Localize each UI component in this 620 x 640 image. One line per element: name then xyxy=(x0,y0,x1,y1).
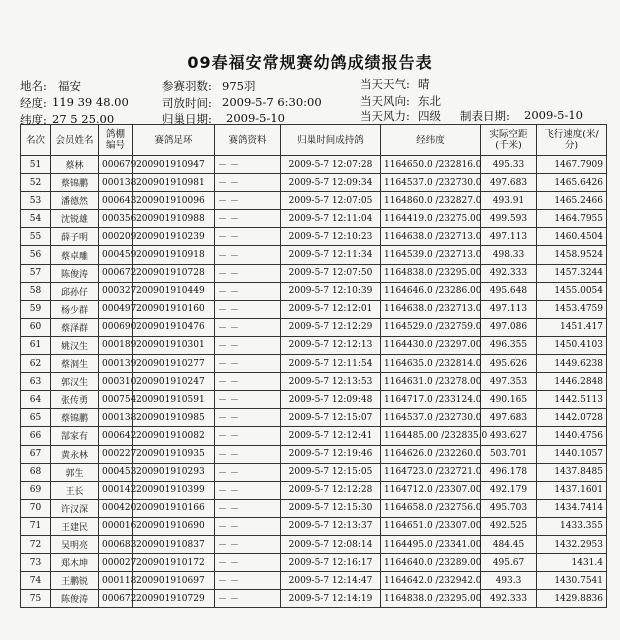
return-time-cell: 2009-5-7 12:12:01 xyxy=(281,300,381,318)
rank-cell: 60 xyxy=(21,318,51,336)
member-cell: 郜家有 xyxy=(51,427,99,445)
birds-label: 参赛羽数: xyxy=(162,79,212,93)
speed-cell: 1464.7955 xyxy=(537,210,607,228)
coords-cell: 1164485.00 /232835.0 xyxy=(381,427,481,445)
speed-cell: 1429.8836 xyxy=(537,590,607,608)
speed-cell: 1465.6426 xyxy=(537,174,607,192)
info-cell: － － xyxy=(215,264,281,282)
distance-cell: 484.45 xyxy=(481,535,537,553)
distance-cell: 495.648 xyxy=(481,282,537,300)
coords-cell: 1164838.0 /23295.00 xyxy=(381,590,481,608)
speed-cell: 1467.7909 xyxy=(537,156,607,174)
ring-id-cell: 000016 xyxy=(99,517,133,535)
table-row xyxy=(21,572,607,590)
ring-cell: 200901910449 xyxy=(133,282,215,300)
distance-cell: 495.33 xyxy=(481,156,537,174)
wind-dir-label: 当天风向: xyxy=(360,94,410,108)
rank-cell: 71 xyxy=(21,517,51,535)
table-row xyxy=(21,535,607,553)
info-cell: － － xyxy=(215,517,281,535)
table-row xyxy=(21,336,607,354)
ring-id-cell: 000497 xyxy=(99,300,133,318)
return-time-cell: 2009-5-7 12:09:34 xyxy=(281,174,381,192)
ring-cell: 200901910082 xyxy=(133,427,215,445)
col-return-time: 归巢时间成持鸽 xyxy=(281,125,381,156)
table-row xyxy=(21,499,607,517)
rank-cell: 52 xyxy=(21,174,51,192)
rank-cell: 59 xyxy=(21,300,51,318)
coords-cell: 1164838.0 /23295.00 xyxy=(381,264,481,282)
ring-id-cell: 000754 xyxy=(99,391,133,409)
member-cell: 许汉深 xyxy=(51,499,99,517)
member-cell: 薛子明 xyxy=(51,228,99,246)
col-coords: 经纬度 xyxy=(381,125,481,156)
speed-cell: 1446.2848 xyxy=(537,373,607,391)
info-cell: － － xyxy=(215,282,281,300)
distance-cell: 492.333 xyxy=(481,590,537,608)
coords-cell: 1164717.0 /233124.0 xyxy=(381,391,481,409)
table-row xyxy=(21,192,607,210)
member-cell: 张传勇 xyxy=(51,391,99,409)
ring-id-cell: 000138 xyxy=(99,409,133,427)
wind-force-label: 当天风力: xyxy=(360,109,410,123)
distance-cell: 503.701 xyxy=(481,445,537,463)
rank-cell: 75 xyxy=(21,590,51,608)
ring-cell: 200901910981 xyxy=(133,174,215,192)
coords-cell: 1164430.0 /23297.00 xyxy=(381,336,481,354)
member-cell: 陈俊涛 xyxy=(51,264,99,282)
table-row xyxy=(21,355,607,373)
return-time-cell: 2009-5-7 12:11:04 xyxy=(281,210,381,228)
ring-id-cell: 000142 xyxy=(99,481,133,499)
info-cell: － － xyxy=(215,174,281,192)
ring-id-cell: 000672 xyxy=(99,590,133,608)
col-member: 会员姓名 xyxy=(51,125,99,156)
coords-cell: 1164640.0 /23289.00 xyxy=(381,554,481,572)
distance-cell: 497.113 xyxy=(481,228,537,246)
rank-cell: 72 xyxy=(21,535,51,553)
distance-cell: 497.353 xyxy=(481,373,537,391)
ring-cell: 200901910166 xyxy=(133,499,215,517)
return-time-cell: 2009-5-7 12:11:34 xyxy=(281,246,381,264)
ring-id-cell: 000453 xyxy=(99,463,133,481)
ring-id-cell: 000690 xyxy=(99,318,133,336)
ring-id-cell: 000209 xyxy=(99,228,133,246)
distance-cell: 493.91 xyxy=(481,192,537,210)
return-time-cell: 2009-5-7 12:19:46 xyxy=(281,445,381,463)
speed-cell: 1440.1057 xyxy=(537,445,607,463)
return-time-cell: 2009-5-7 12:12:28 xyxy=(281,481,381,499)
release-label: 司放时间: xyxy=(162,96,212,110)
return-time-cell: 2009-5-7 12:07:28 xyxy=(281,156,381,174)
ring-cell: 200901910690 xyxy=(133,517,215,535)
ring-cell: 200901910247 xyxy=(133,373,215,391)
ring-id-cell: 000139 xyxy=(99,355,133,373)
speed-cell: 1430.7541 xyxy=(537,572,607,590)
return-time-cell: 2009-5-7 12:14:19 xyxy=(281,590,381,608)
info-cell: － － xyxy=(215,228,281,246)
ring-cell: 200901910935 xyxy=(133,445,215,463)
col-ring: 赛鸽足环 xyxy=(133,125,215,156)
ring-cell: 200901910172 xyxy=(133,554,215,572)
rank-cell: 74 xyxy=(21,572,51,590)
return-time-cell: 2009-5-7 12:12:29 xyxy=(281,318,381,336)
made-date-value: 2009-5-10 xyxy=(524,108,583,122)
rank-cell: 64 xyxy=(21,391,51,409)
info-cell: － － xyxy=(215,445,281,463)
table-row xyxy=(21,174,607,192)
ring-cell: 200901910476 xyxy=(133,318,215,336)
made-date-label: 制表日期: xyxy=(460,109,510,123)
rank-cell: 53 xyxy=(21,192,51,210)
info-cell: － － xyxy=(215,210,281,228)
info-cell: － － xyxy=(215,192,281,210)
ring-id-cell: 000189 xyxy=(99,336,133,354)
distance-cell: 496.178 xyxy=(481,463,537,481)
info-cell: － － xyxy=(215,427,281,445)
speed-cell: 1451.417 xyxy=(537,318,607,336)
coords-cell: 1164419.0 /23275.00 xyxy=(381,210,481,228)
distance-cell: 497.683 xyxy=(481,174,537,192)
ring-id-cell: 000138 xyxy=(99,174,133,192)
speed-cell: 1440.4756 xyxy=(537,427,607,445)
return-time-cell: 2009-5-7 12:07:05 xyxy=(281,192,381,210)
member-cell: 蔡泽群 xyxy=(51,318,99,336)
rank-cell: 62 xyxy=(21,355,51,373)
info-cell: － － xyxy=(215,246,281,264)
ring-cell: 200901910728 xyxy=(133,264,215,282)
distance-cell: 497.086 xyxy=(481,318,537,336)
wind-dir-value: 东北 xyxy=(418,94,441,108)
speed-cell: 1437.8485 xyxy=(537,463,607,481)
distance-cell: 495.703 xyxy=(481,499,537,517)
speed-cell: 1442.5113 xyxy=(537,391,607,409)
distance-cell: 496.355 xyxy=(481,336,537,354)
rank-cell: 66 xyxy=(21,427,51,445)
rank-cell: 51 xyxy=(21,156,51,174)
return-time-cell: 2009-5-7 12:15:05 xyxy=(281,463,381,481)
distance-cell: 492.525 xyxy=(481,517,537,535)
coords-cell: 1164529.0 /232759.0 xyxy=(381,318,481,336)
ring-cell: 200901910985 xyxy=(133,409,215,427)
ring-cell: 200901910918 xyxy=(133,246,215,264)
ring-cell: 200901910160 xyxy=(133,300,215,318)
speed-cell: 1457.3244 xyxy=(537,264,607,282)
speed-cell: 1449.6238 xyxy=(537,355,607,373)
rank-cell: 63 xyxy=(21,373,51,391)
table-row xyxy=(21,373,607,391)
member-cell: 蔡锦鹏 xyxy=(51,174,99,192)
speed-cell: 1450.4103 xyxy=(537,336,607,354)
ring-id-cell: 000027 xyxy=(99,554,133,572)
return-time-cell: 2009-5-7 12:10:23 xyxy=(281,228,381,246)
member-cell: 黄永林 xyxy=(51,445,99,463)
info-cell: － － xyxy=(215,391,281,409)
ring-id-cell: 000420 xyxy=(99,499,133,517)
member-cell: 王鹏锐 xyxy=(51,572,99,590)
coords-cell: 1164723.0 /232721.0 xyxy=(381,463,481,481)
ring-cell: 200901910301 xyxy=(133,336,215,354)
coords-cell: 1164539.0 /232713.0 xyxy=(381,246,481,264)
info-cell: － － xyxy=(215,300,281,318)
return-date-label: 归巢日期: xyxy=(162,112,212,126)
info-cell: － － xyxy=(215,572,281,590)
ring-cell: 200901910947 xyxy=(133,156,215,174)
return-time-cell: 2009-5-7 12:09:48 xyxy=(281,391,381,409)
rank-cell: 70 xyxy=(21,499,51,517)
rank-cell: 57 xyxy=(21,264,51,282)
table-row xyxy=(21,427,607,445)
latitude-label: 纬度: xyxy=(20,113,47,127)
coords-cell: 1164642.0 /232942.0 xyxy=(381,572,481,590)
rank-cell: 65 xyxy=(21,409,51,427)
member-cell: 郑木坤 xyxy=(51,554,99,572)
member-cell: 杨少群 xyxy=(51,300,99,318)
return-time-cell: 2009-5-7 12:11:54 xyxy=(281,355,381,373)
report-title: 09春福安常规赛幼鸽成绩报告表 xyxy=(187,53,433,72)
table-row xyxy=(21,391,607,409)
ring-id-cell: 000672 xyxy=(99,264,133,282)
rank-cell: 69 xyxy=(21,481,51,499)
ring-cell: 200901910239 xyxy=(133,228,215,246)
member-cell: 蔡林 xyxy=(51,156,99,174)
return-time-cell: 2009-5-7 12:14:47 xyxy=(281,572,381,590)
info-cell: － － xyxy=(215,590,281,608)
return-time-cell: 2009-5-7 12:15:07 xyxy=(281,409,381,427)
member-cell: 陈俊涛 xyxy=(51,590,99,608)
rank-cell: 68 xyxy=(21,463,51,481)
member-cell: 郭生 xyxy=(51,463,99,481)
rank-cell: 56 xyxy=(21,246,51,264)
table-row xyxy=(21,445,607,463)
col-info: 赛鸽资料 xyxy=(215,125,281,156)
location-label: 地名: xyxy=(20,79,47,93)
speed-cell: 1432.2953 xyxy=(537,535,607,553)
ring-cell: 200901910729 xyxy=(133,590,215,608)
distance-cell: 492.333 xyxy=(481,264,537,282)
speed-cell: 1458.9524 xyxy=(537,246,607,264)
info-cell: － － xyxy=(215,373,281,391)
table-header xyxy=(21,125,607,156)
coords-cell: 1164537.0 /232730.0 xyxy=(381,409,481,427)
coords-cell: 1164651.0 /23307.00 xyxy=(381,517,481,535)
coords-cell: 1164638.0 /232713.0 xyxy=(381,228,481,246)
rank-cell: 61 xyxy=(21,336,51,354)
member-cell: 沈锐雄 xyxy=(51,210,99,228)
speed-cell: 1455.0054 xyxy=(537,282,607,300)
member-cell: 王长 xyxy=(51,481,99,499)
wind-force-value: 四级 xyxy=(418,109,441,123)
table-row xyxy=(21,463,607,481)
distance-cell: 490.165 xyxy=(481,391,537,409)
ring-id-cell: 000679 xyxy=(99,156,133,174)
member-cell: 邱孙仔 xyxy=(51,282,99,300)
table-row xyxy=(21,590,607,608)
rank-cell: 67 xyxy=(21,445,51,463)
rank-cell: 73 xyxy=(21,554,51,572)
coords-cell: 1164495.0 /23341.00 xyxy=(381,535,481,553)
table-row xyxy=(21,300,607,318)
distance-cell: 495.626 xyxy=(481,355,537,373)
latitude-value: 27 5 25.00 xyxy=(52,112,115,126)
weather-label: 当天天气: xyxy=(360,77,410,91)
ring-id-cell: 000327 xyxy=(99,282,133,300)
info-cell: － － xyxy=(215,481,281,499)
return-time-cell: 2009-5-7 12:12:13 xyxy=(281,336,381,354)
return-date-value: 2009-5-10 xyxy=(226,111,285,125)
col-distance: 实际空距(千米) xyxy=(481,125,537,156)
distance-cell: 497.683 xyxy=(481,409,537,427)
info-cell: － － xyxy=(215,499,281,517)
release-value: 2009-5-7 6:30:00 xyxy=(222,95,322,109)
ring-cell: 200901910277 xyxy=(133,355,215,373)
coords-cell: 1164712.0 /23307.00 xyxy=(381,481,481,499)
col-rank: 名次 xyxy=(21,125,51,156)
ring-cell: 200901910293 xyxy=(133,463,215,481)
coords-cell: 1164658.0 /232756.0 xyxy=(381,499,481,517)
coords-cell: 1164635.0 /232814.0 xyxy=(381,355,481,373)
speed-cell: 1442.0728 xyxy=(537,409,607,427)
birds-value: 975羽 xyxy=(222,79,256,93)
speed-cell: 1460.4504 xyxy=(537,228,607,246)
info-cell: － － xyxy=(215,156,281,174)
ring-cell: 200901910988 xyxy=(133,210,215,228)
member-cell: 蔡锦鹏 xyxy=(51,409,99,427)
speed-cell: 1465.2466 xyxy=(537,192,607,210)
coords-cell: 1164646.0 /23286.00 xyxy=(381,282,481,300)
coords-cell: 1164638.0 /232713.0 xyxy=(381,300,481,318)
table-row xyxy=(21,156,607,174)
return-time-cell: 2009-5-7 12:16:17 xyxy=(281,554,381,572)
ring-id-cell: 000642 xyxy=(99,427,133,445)
return-time-cell: 2009-5-7 12:13:37 xyxy=(281,517,381,535)
info-cell: － － xyxy=(215,355,281,373)
coords-cell: 1164631.0 /23278.00 xyxy=(381,373,481,391)
longitude-label: 经度: xyxy=(20,96,47,110)
speed-cell: 1431.4 xyxy=(537,554,607,572)
rank-cell: 58 xyxy=(21,282,51,300)
return-time-cell: 2009-5-7 12:08:14 xyxy=(281,535,381,553)
results-table xyxy=(20,124,607,608)
location-value: 福安 xyxy=(58,79,81,93)
ring-id-cell: 000683 xyxy=(99,535,133,553)
table-row xyxy=(21,246,607,264)
info-cell: － － xyxy=(215,336,281,354)
member-cell: 蔡卓雕 xyxy=(51,246,99,264)
info-cell: － － xyxy=(215,409,281,427)
info-cell: － － xyxy=(215,554,281,572)
ring-cell: 200901910399 xyxy=(133,481,215,499)
table-row xyxy=(21,228,607,246)
ring-id-cell: 000459 xyxy=(99,246,133,264)
speed-cell: 1434.7414 xyxy=(537,499,607,517)
speed-cell: 1437.1601 xyxy=(537,481,607,499)
member-cell: 蔡洞生 xyxy=(51,355,99,373)
info-cell: － － xyxy=(215,463,281,481)
member-cell: 潘德然 xyxy=(51,192,99,210)
distance-cell: 493.627 xyxy=(481,427,537,445)
info-cell: － － xyxy=(215,535,281,553)
member-cell: 姚汉生 xyxy=(51,336,99,354)
table-body xyxy=(21,156,607,608)
return-time-cell: 2009-5-7 12:13:53 xyxy=(281,373,381,391)
coords-cell: 1164537.0 /232730.0 xyxy=(381,174,481,192)
col-ring-id: 鸽棚编号 xyxy=(99,125,133,156)
info-cell: － － xyxy=(215,318,281,336)
distance-cell: 493.3 xyxy=(481,572,537,590)
distance-cell: 495.67 xyxy=(481,554,537,572)
table-row xyxy=(21,517,607,535)
return-time-cell: 2009-5-7 12:15:30 xyxy=(281,499,381,517)
table-row xyxy=(21,409,607,427)
distance-cell: 497.113 xyxy=(481,300,537,318)
ring-id-cell: 000356 xyxy=(99,210,133,228)
coords-cell: 1164626.0 /232260.0 xyxy=(381,445,481,463)
return-time-cell: 2009-5-7 12:07:50 xyxy=(281,264,381,282)
longitude-value: 119 39 48.00 xyxy=(52,95,129,109)
col-speed: 飞行速度(米/分) xyxy=(537,125,607,156)
rank-cell: 55 xyxy=(21,228,51,246)
speed-cell: 1453.4759 xyxy=(537,300,607,318)
rank-cell: 54 xyxy=(21,210,51,228)
table-row xyxy=(21,264,607,282)
ring-cell: 200901910697 xyxy=(133,572,215,590)
distance-cell: 499.593 xyxy=(481,210,537,228)
return-time-cell: 2009-5-7 12:10:39 xyxy=(281,282,381,300)
ring-id-cell: 000310 xyxy=(99,373,133,391)
coords-cell: 1164860.0 /232827.0 xyxy=(381,192,481,210)
table-row xyxy=(21,554,607,572)
member-cell: 郭汉生 xyxy=(51,373,99,391)
weather-value: 晴 xyxy=(418,77,430,91)
table-row xyxy=(21,210,607,228)
ring-cell: 200901910591 xyxy=(133,391,215,409)
coords-cell: 1164650.0 /232816.0 xyxy=(381,156,481,174)
member-cell: 吴明亮 xyxy=(51,535,99,553)
speed-cell: 1433.355 xyxy=(537,517,607,535)
distance-cell: 492.179 xyxy=(481,481,537,499)
table-row xyxy=(21,282,607,300)
ring-id-cell: 000643 xyxy=(99,192,133,210)
distance-cell: 498.33 xyxy=(481,246,537,264)
ring-id-cell: 000227 xyxy=(99,445,133,463)
ring-cell: 200901910096 xyxy=(133,192,215,210)
ring-id-cell: 000118 xyxy=(99,572,133,590)
ring-cell: 200901910837 xyxy=(133,535,215,553)
table-row xyxy=(21,318,607,336)
member-cell: 王建民 xyxy=(51,517,99,535)
return-time-cell: 2009-5-7 12:12:41 xyxy=(281,427,381,445)
table-row xyxy=(21,481,607,499)
